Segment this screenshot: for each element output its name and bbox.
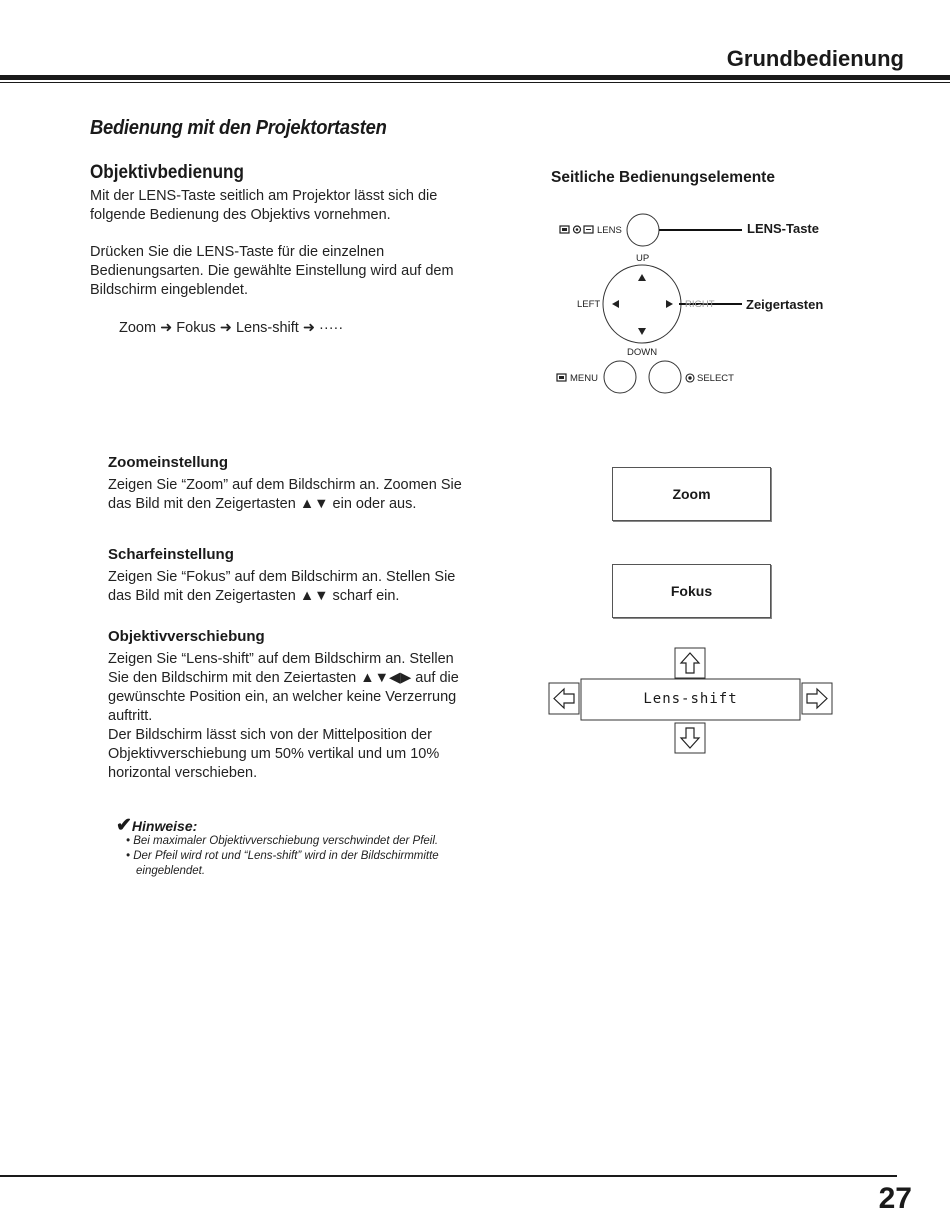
notes-title: Hinweise: [131,818,198,834]
page-number: 27 [878,1182,912,1215]
press-line: Bildschirm eingeblendet. [90,282,248,298]
intro-line: Mit der LENS-Taste seitlich am Projektor lässt sich die [90,188,438,204]
header-rule-thick [0,75,950,80]
intro-paragraph [90,187,437,225]
down-label: DOWN [627,347,658,358]
focus-line: Zeigen Sie “Fokus” auf dem Bildschirm an. Stellen Sie [108,569,456,585]
checkmark-icon: ✔ [116,815,132,836]
shift-heading: Objektivverschiebung [108,628,265,645]
focus-line: das Bild mit den Zeigertasten ▲▼ scharf ein. [108,588,400,604]
subsection-title: Objektivbedienung [90,162,244,183]
shift-line: Objektivverschiebung um 50% vertikal und um 10% [108,746,440,762]
press-line: Bedienungsarten. Die gewählte Einstellung wird auf dem [90,263,454,279]
side-controls-title: Seitliche Bedienungselemente [551,169,775,186]
intro-line: folgende Bedienung des Objektivs vornehmen. [90,207,391,223]
focus-screen-display [612,564,771,618]
zoom-paragraph [108,476,462,514]
note-item: • Bei maximaler Objektivverschiebung verschwindet der Pfeil. [126,835,439,847]
up-label: UP [636,253,650,264]
zoom-screen-label: Zoom [672,486,711,502]
section-title: Bedienung mit den Projektortasten [90,117,387,139]
shift-paragraph [108,650,459,783]
select-label: SELECT [697,373,734,384]
shift-line: Zeigen Sie “Lens-shift” auf dem Bildschirm an. Stellen [108,651,454,667]
chapter-title: Grundbedienung [726,46,904,71]
zoom-screen-display [612,467,771,521]
focus-screen-label: Fokus [670,583,713,599]
footer-rule [0,1175,897,1177]
note-item: • Der Pfeil wird rot und “Lens-shift” wird in der Bildschirmmitte [126,850,439,862]
focus-heading: Scharfeinstellung [108,546,234,563]
left-label: LEFT [577,299,601,310]
shift-line: auftritt. [108,708,153,724]
mode-sequence: Zoom ➜ Fokus ➜ Lens-shift ➜ ····· [119,320,344,336]
shift-line: Sie den Bildschirm mit den Zeiertasten ▲▼◀▶ auf die [108,670,459,686]
note-item-continued: eingeblendet. [136,865,206,877]
zoom-line: Zeigen Sie “Zoom” auf dem Bildschirm an. Zoomen Sie [108,477,462,493]
right-label: RIGHT [685,299,715,310]
shift-line: gewünschte Position ein, an welcher keine Verzerrung [108,689,457,705]
zoom-line: das Bild mit den Zeigertasten ▲▼ ein oder aus. [108,496,417,512]
shift-line: Der Bildschirm lässt sich von der Mittelposition der [108,727,432,743]
header-rule-thin [0,82,950,83]
lens-label: LENS [597,225,622,236]
lens-button[interactable] [627,214,659,246]
focus-paragraph [108,568,455,606]
select-button[interactable] [649,361,681,393]
lens-shift-screen-label: Lens-shift [643,691,738,707]
lens-callout: LENS-Taste [747,221,819,236]
shift-line: horizontal verschieben. [108,765,258,781]
press-paragraph [90,243,454,300]
menu-button[interactable] [604,361,636,393]
zoom-heading: Zoomeinstellung [108,454,228,471]
arrows-callout: Zeigertasten [746,297,824,312]
menu-label: MENU [570,373,598,384]
lens-status-icons [560,226,593,233]
press-line: Drücken Sie die LENS-Taste für die einzelnen [90,244,385,260]
